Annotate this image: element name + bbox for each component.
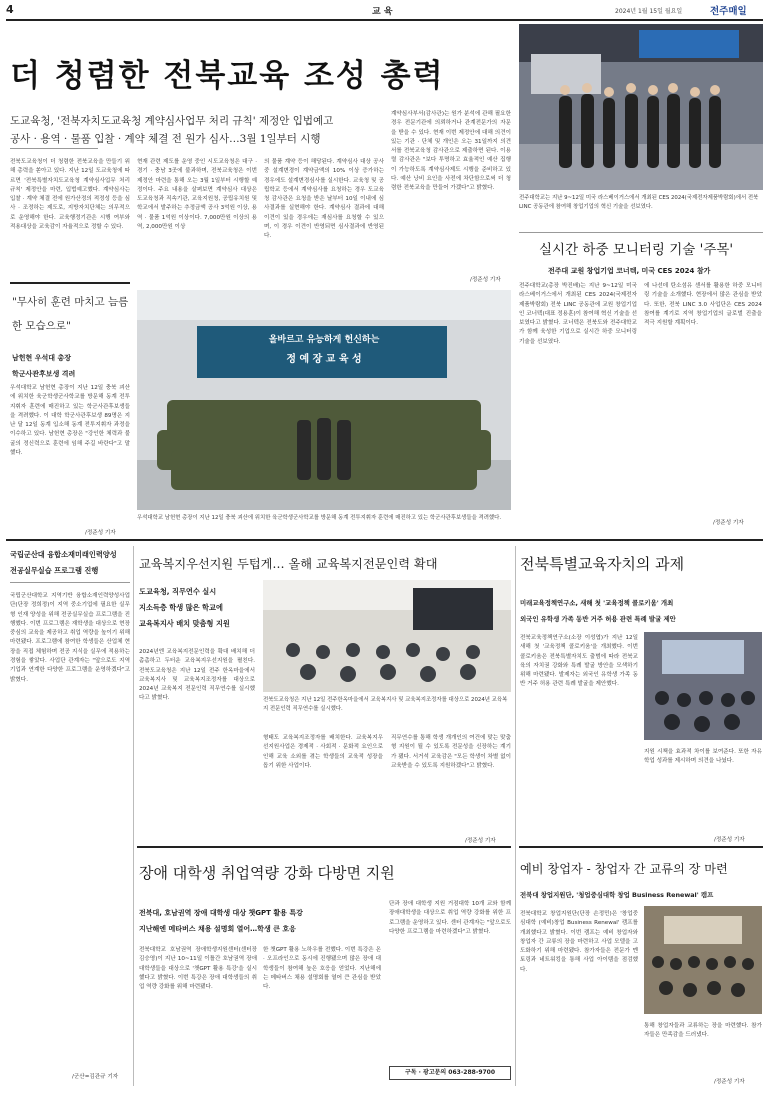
army-quote: "무사히 훈련 마치고 늠름한 모습으로" (12, 296, 129, 332)
disabled-col-3: 단과 장애 대학생 지원 거점대학 10개 교와 함께 장애대학생을 대상으로 취업 역량 강화를 위한 프로그램을 운영하고 있다. 센터 관계자는 "앞으로도 다양한 프로그램을 마련하겠다"고 밝혔다. (389, 901, 511, 935)
autonomy-subhead-1: 미래교육정책연구소, 새해 첫 '교육정책 콜로키움' 개최 (520, 599, 674, 607)
right-column-divider (515, 546, 516, 1086)
welfare-col-3: 직무연수를 통해 학생 개개인의 여건에 맞는 맞춤형 지원이 될 수 있도록 전문성을 신장하는 계기가 됐다. 서거석 교육감은 "모든 학생이 차별 없이 교육받을 수 있도록 지원하겠다"고 밝혔다. (391, 735, 511, 769)
gunsan-headline-2: 전공실무실습 프로그램 진행 (10, 566, 99, 575)
gunsan-byline: /군산=김관규 기자 (72, 1074, 119, 1080)
lead-subhead-1: 도교육청, '전북자치도교육청 계약심사업무 처리 규칙' 제정안 입법예고 (10, 115, 334, 127)
army-photo (137, 290, 511, 510)
welfare-caption: 전북도교육청은 지난 12일 전주한옥마을에서 교육복지사 및 교육복지조정자를 대상으로 2024년 교육복지 전문인력 직무연수를 실시했다. (263, 697, 508, 712)
mid-section-rule (6, 539, 763, 541)
army-body: 우석대학교 남헌현 총장이 지난 12일 충북 괴산에 위치한 육군학생군사학교를 방문해 동계 전투지휘자 훈련에 매진하고 있는 학군사관후보생들을 격려했다. 이 대학 학군사관후보생 89명은 지난 달 12일 동계 입소해 동계 전투지휘자 과정을 이수하고 있다. 남헌현 총장은 "강인한 체력과 불굴의 정신력으로 훈련에 임해 주길 바란다"고 말했다. (10, 385, 130, 457)
army-caption: 우석대학교 남헌현 총장이 지난 12일 충북 괴산에 위치한 육군학생군사학교를 방문해 동계 전투지휘자 훈련에 매진하고 있는 학군사관후보생들을 격려했다. (137, 515, 502, 521)
welfare-col-2: 형태도 교육복지조정자를 배치한다. 교육복지우선지원사업은 경제적 · 사회적 · 문화적 요인으로 인해 교육 소외를 겪는 학생들의 교육적 성장을 돕기 위한 사업이다. (263, 735, 383, 769)
disabled-subhead-1: 전북대, 호남권역 장애 대학생 대상 챗GPT 활용 특강 (139, 909, 303, 917)
disabled-col-2: 한 챗GPT 활용 노하우를 전했다. 이번 특강은 온 · 오프라인으로 동시에 진행됐으며 많은 장애 대학생들이 참여해 높은 호응을 얻었다. 지난해에는 메타버스 채용 설명회를 열어 큰 관심을 받았다. (263, 947, 381, 991)
autonomy-col-2: 지원 시책을 효과적 차이를 보여준다. 또한 자유 학업 성과를 제시하며 의견을 나눴다. (644, 749, 762, 765)
startup-body: 전북대학교 창업지원단(단장 손정민)은 '창업중심대학 (예비)창업 Business Renewal' 캠프를 개최했다고 밝혔다. 이번 캠프는 예비 창업자와 창업자 간 교류의 장을 마련하고 사업 모델을 고도화하기 위해 마련됐다. 참가자들은 전문가 멘토링과 네트워킹을 통해 사업 아이템을 점검했다. (520, 911, 638, 973)
welfare-byline: /정준성 기자 (465, 838, 496, 844)
autonomy-photo (644, 632, 762, 740)
army-top-rule (10, 282, 130, 284)
autonomy-byline: /정준성 기자 (714, 837, 745, 843)
header-rule (6, 19, 763, 21)
welfare-headline: 교육복지우선지원 두텁게… 올해 교육복지전문인력 확대 (139, 557, 438, 571)
autonomy-headline: 전북특별교육자치의 과제 (520, 555, 685, 573)
paper-name: 전주매일 (710, 6, 747, 17)
page-header (0, 0, 769, 20)
lead-byline: /정준성 기자 (470, 277, 501, 283)
army-sub-line: 학군사관후보생 격려 (12, 370, 76, 378)
army-banner-line-1: 올바르고 유능하게 헌신하는 (268, 335, 380, 345)
disabled-subhead-2: 지난해엔 메타버스 채용 설명회 열어…학생 큰 호응 (139, 925, 296, 933)
issue-date: 2024년 1월 15일 월요일 (615, 8, 683, 15)
welfare-col-1: 2024년엔 교육복지전문인력을 확대 배치해 더 촘촘하고 두터운 교육복지우선지원을 펼친다. 전북도교육청은 지난 12일 전주 한옥마을에서 교육복지사 및 교육복지조정자를 대상으로 2024년 교육복지 전문인력 직무연수를 실시했다고 밝혔다. (139, 649, 255, 702)
lead-subhead-2: 공사 · 용역 · 물품 입찰 · 계약 체결 전 원가 심사…3월 1일부터 시행 (10, 133, 321, 145)
welfare-subhead-2: 지소득층 학생 많은 학교에 (139, 603, 223, 612)
ces-photo (519, 24, 763, 190)
startup-subhead: 전북대 창업지원단, '청업중심대학 창업 Business Renewal' 캠프 (520, 891, 714, 899)
ces-col-1: 전주대학교(총장 박진배)는 지난 9~12일 미국 라스베이거스에서 개최된 CES 2024(국제전자제품박람회) 전북 LINC 공동관에 교원 창업기업인 코너텍(대표 정용훈)이 참여해 혁신 기술을 선보였다고 밝혔다. 코너텍은 전북도와 전주대학교가 함께 육성한 기업으로 실시간 하중 모니터링 기술을 선보였다. (519, 283, 637, 345)
lead-col-2: 현재 관련 제도를 운영 중인 시도교육청은 대구 · 경기 · 충남 3곳에 불과하며, 전북교육청은 이번 제정안 마련을 통해 오는 3월 1일부터 시행할 예정이다. 주요 내용을 살펴보면 계약심사 대상은 도교육청과 직속기관, 교육지원청, 공립유치원 및 학교에서 발주하는 추정금액 공사 3억원 이상, 용역 · 물품 1억원 이상이다. 7,000만원 이상의 용역, 2,000만원 이상 (137, 159, 257, 231)
disabled-headline: 장애 대학생 취업역량 강화 다방면 지원 (139, 864, 395, 882)
startup-top-rule (519, 846, 763, 848)
autonomy-body: 전북교육정책연구소(소장 이성엽)가 지난 12일 새해 첫 '교육정책 콜로키움'을 개최했다. 이번 콜로키움은 전북특별자치도 출범에 따라 전북교육의 자치권 강화와 특례 발굴 방안을 모색하기 위해 마련됐다. 발제자는 외국인 유학생 가족 동반 거주 허용 관련 특례 발굴을 제안했다. (520, 635, 638, 688)
welfare-photo (263, 580, 511, 692)
section-name: 교 육 (372, 7, 393, 17)
gunsan-headline-1: 국립군산대 융합소재미래인력양성 (10, 550, 117, 559)
startup-photo (644, 906, 762, 1014)
startup-col-2: 통해 창업자들과 교류하는 장을 마련했다. 참가자들은 만족감을 드러냈다. (644, 1023, 762, 1039)
startup-headline: 예비 창업자 - 창업자 간 교류의 장 마련 (520, 862, 728, 876)
left-column-divider (133, 546, 134, 1086)
startup-byline: /정준성 기자 (714, 1079, 745, 1085)
autonomy-subhead-2: 외국인 유학생 가족 동반 거주 허용 관련 특례 발굴 제안 (520, 615, 676, 623)
gunsan-body: 국립군산대학교 지역기반 융합소재인력양성사업단(단장 정희정)이 지역 중소기업에 필요한 실무형 인재 양성을 위해 전공실무실습 프로그램을 진행했다. 이번 프로그램은 재학생을 대상으로 현장 중심의 교육을 제공하고 취업 역량을 높이기 위해 마련됐다. 프로그램에 참여한 학생들은 산업체 현장을 직접 체험하며 전공 지식을 실무에 적용하는 경험을 쌓았다. 사업단 관계자는 "앞으로도 지역 기업과 연계한 다양한 프로그램을 운영하겠다"고 밝혔다. (10, 593, 130, 683)
ces-headline: 실시간 하중 모니터링 기술 '주목' (539, 242, 734, 258)
lead-col-3: 의 물품 계약 등이 해당된다. 계약심사 대상 공사 중 설계변경이 계약금액의 10% 이상 증가하는 경우에도 설계변경심사를 실시한다. 교육청 및 공립학교 등에서 계약심사를 요청하는 경우 도교육청 감사관은 요청을 받은 날부터 10일 이내에 심사결과를 실현해야 한다. 계약심사 결과에 대해 이견이 있을 경우에는 재심사를 요청할 수 있으며, 이 경우 이견이 반영되면 심사결과에 반영된다. (264, 159, 384, 240)
lead-headline: 더 청렴한 전북교육 조성 총력 (10, 58, 445, 94)
lead-subhead-rule (10, 148, 98, 149)
ces-caption: 전주대학교는 지난 9~12일 미국 라스베이거스에서 개최된 CES 2024(국제전자제품박람회)에서 전북 LINC 공동관에 참여해 창업기업의 혁신 기술을 선보였다. (519, 195, 759, 210)
welfare-subhead-1: 도교육청, 직무연수 실시 (139, 587, 217, 596)
ces-rule (519, 232, 763, 233)
disabled-col-1: 전북대학교 호남권역 장애학생지원센터(센터장 김승영)이 지난 10~11일 이틀간 호남권역 장애 대학생들을 대상으로 '챗GPT 활용 특강'을 실시했다고 밝혔다. 이번 특강은 장애 대학생들의 취업 역량 강화를 위해 마련됐다. (139, 947, 257, 991)
page-number: 4 (6, 3, 14, 16)
ces-byline: /정준성 기자 (713, 520, 744, 526)
army-name-line: 남헌현 우석대 총장 (12, 354, 71, 362)
ces-col-2: 에 나선데 탄소섬유 센서를 활용한 하중 모니터링 기술을 소개했다. 현장에서 많은 관심을 받았다. 또한, 전북 LINC 3.0 사업단은 CES 2024 참여를 계기로 지역 창업기업의 글로벌 진출을 적극 지원할 계획이다. (644, 283, 762, 327)
ces-subhead: 전주대 교원 창업기업 코너텍, 미국 CES 2024 참가 (548, 267, 711, 275)
welfare-subhead-3: 교육복지사 배치 맞춤형 지원 (139, 619, 230, 628)
army-banner-line-2: 정 예 장 교 육 성 (286, 354, 362, 365)
disabled-top-rule (137, 846, 511, 848)
army-byline: /정준성 기자 (85, 530, 116, 536)
gunsan-rule (10, 582, 130, 583)
lead-col-4: 계약심사부서(감사관)는 원가 분석에 관해 필요한 경우 전문기관에 의뢰하거나 관계전문가의 자문을 받을 수 있다. 현재 이번 제정안에 대해 의견이 있는 기관 · 단체 및 개인은 오는 31일까지 의견서를 전북교육청 감사관으로 제출하면 된다. 이용렬 감사관은 "보다 투명하고 효율적인 예산 집행이 가능하도록 계약심사제도 시행을 준비하고 있다. 예산 낭비 요인을 사전에 차단함으로써 더 청렴한 전북교육을 만들어 가겠다"고 밝혔다. (391, 111, 511, 192)
subscription-footer: 구독 · 광고문의 063-288-9700 (389, 1066, 511, 1080)
lead-col-1: 전북도교육청이 더 청렴한 전북교육을 만들기 위해 총력을 쏟아고 있다. 지난 12일 도교육청에 따르면 '전북특별자치도교육청 계약심사업무 처리 규칙' 제정안을 마련, 입법예고했다. 계약심사는 입찰 · 계약 체결 전에 원가산정의 적정성 등을 심사 · 조정하는 제도로, 지방자치단체는 의무적으로 운영해야 한다. 교육행정기관은 시행 여부와 적용대상을 교육감이 자율적으로 정할 수 있다. (10, 159, 130, 231)
